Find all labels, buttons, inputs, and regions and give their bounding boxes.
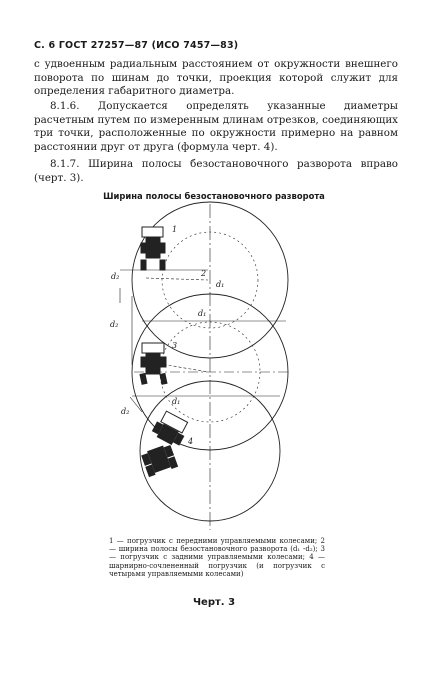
label-d2-bottom: d₂ bbox=[121, 407, 130, 416]
figure-number: Черт. 3 bbox=[192, 597, 236, 608]
figure-title: Ширина полосы безостановочного разворота bbox=[103, 191, 325, 201]
radius-line-top bbox=[146, 278, 208, 280]
label-d2-middle: d₂ bbox=[110, 320, 119, 329]
label-d1-middle: d₁ bbox=[198, 309, 207, 318]
label-2: 2 bbox=[201, 269, 207, 278]
label-1: 1 bbox=[172, 225, 178, 234]
dim-d2-bottom bbox=[130, 397, 142, 412]
paragraph-8-1-7: 8.1.7. Ширина полосы безостановочного разворота вправо (черт. 3). bbox=[34, 158, 398, 184]
label-d2-top: d₂ bbox=[111, 272, 120, 281]
label-d1-bottom: d₁ bbox=[172, 397, 181, 406]
loader-rear-steered-icon bbox=[140, 343, 167, 384]
paragraph-continuation: с удвоенным радиальным расстоянием от окружности внешнего поворота по шинам до точки, проекция которой служит для определения габаритного диаметра. bbox=[34, 58, 398, 97]
label-3: 3 bbox=[172, 341, 178, 350]
loader-front-steered-icon bbox=[141, 227, 165, 270]
label-d1-top: d₁ bbox=[216, 280, 225, 289]
label-4: 4 bbox=[188, 437, 194, 446]
turning-circles-figure bbox=[80, 200, 340, 530]
paragraph-8-1-6: 8.1.6. Допускается определять указанные диаметры расчетным путем по измеренным длинам отрезков, соединяющих три точки, расположенные по окружности примерно на равном расстоянии друг от друга (формула черт. 4). bbox=[34, 100, 398, 153]
page-header: С. 6 ГОСТ 27257—87 (ИСО 7457—83) bbox=[34, 40, 239, 51]
figure-caption: 1 — погрузчик с передними управляемыми колесами; 2 — ширина полосы безостановочного разворота (d₁ -d₂); 3 — погрузчик с задними управляемыми колесами; 4 — шарнирно-сочлененный погрузчик (и погрузчик с четырьмя управляемыми колесами) bbox=[109, 537, 325, 578]
